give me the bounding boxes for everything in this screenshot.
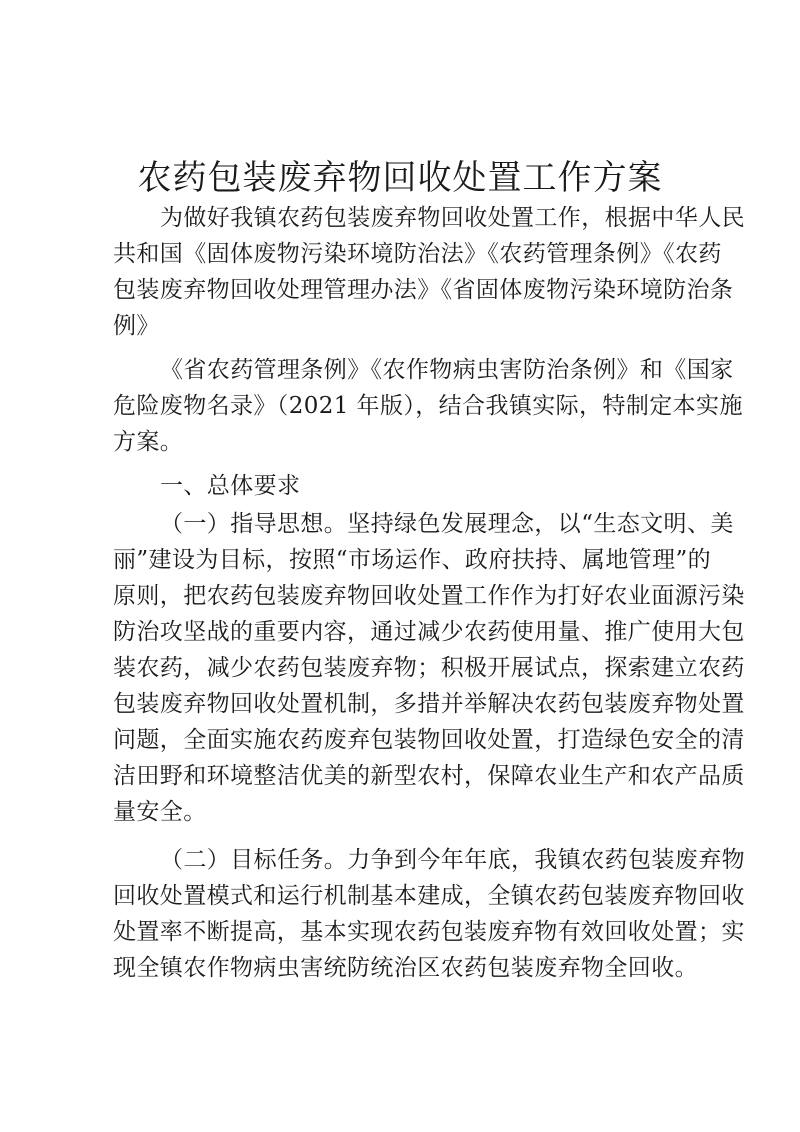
paragraph-line: 洁田野和环境整洁优美的新型农村，保障农业生产和农产品质: [113, 763, 745, 789]
paragraph-line: 量安全。: [113, 799, 207, 825]
paragraph-line: 包装废弃物回收处置机制，多措并举解决农药包装废弃物处置: [113, 691, 745, 717]
paragraph-line: （二）目标任务。力争到今年年底，我镇农药包装废弃物: [160, 847, 745, 873]
paragraph-line: 现全镇农作物病虫害统防统治区农药包装废弃物全回收。: [113, 955, 698, 981]
paragraph-line: 丽”建设为目标，按照“市场运作、政府扶持、属地管理”的: [113, 547, 712, 573]
paragraph-line: 例》: [113, 313, 160, 339]
paragraph-line: 处置率不断提高，基本实现农药包装废弃物有效回收处置；实: [113, 919, 745, 945]
section-heading: 一、总体要求: [160, 473, 301, 499]
paragraph-line: 《省农药管理条例》《农作物病虫害防治条例》和《国家: [160, 357, 734, 383]
paragraph-line: 危险废物名录》（2021 年版），结合我镇实际，特制定本实施: [113, 393, 743, 419]
paragraph-line: 方案。: [113, 429, 184, 455]
paragraph-line: 回收处置模式和运行机制基本建成，全镇农药包装废弃物回收: [113, 883, 745, 909]
paragraph-line: 为做好我镇农药包装废弃物回收处置工作，根据中华人民: [160, 205, 745, 231]
paragraph-line: 共和国《固体废物污染环境防治法》《农药管理条例》《农药: [113, 241, 722, 267]
paragraph-line: 问题，全面实施农药废弃包装物回收处置，打造绿色安全的清: [113, 727, 745, 753]
paragraph-line: 原则，把农药包装废弃物回收处置工作作为打好农业面源污染: [113, 583, 745, 609]
document-title: 农药包装废弃物回收处置工作方案: [137, 158, 663, 198]
paragraph-line: 包装废弃物回收处理管理办法》《省固体废物污染环境防治条: [113, 277, 734, 303]
paragraph-line: （一）指导思想。坚持绿色发展理念，以“生态文明、美: [160, 511, 734, 537]
paragraph-line: 装农药，减少农药包装废弃物；积极开展试点，探索建立农药: [113, 655, 745, 681]
paragraph-line: 防治攻坚战的重要内容，通过减少农药使用量、推广使用大包: [113, 619, 745, 645]
